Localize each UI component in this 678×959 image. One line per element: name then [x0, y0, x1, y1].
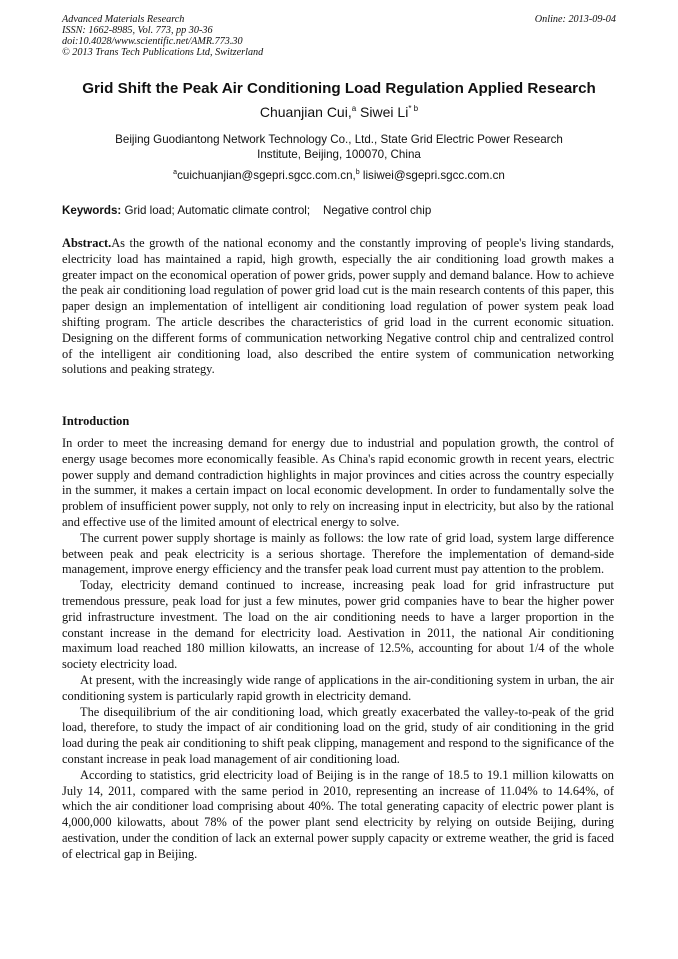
body-paragraph: In order to meet the increasing demand for energy due to industrial and population growth, the control of energy usage becomes more economically feasible. As China's rapid economic growth in recent years, electric power supply and demand contradiction highlights in major provinces and cities across the country especially in the summer, it makes a certain impact on local economic development. In order to fundamentally solve the problem of insufficient power supply, not only to rely on increasing input in electricity, but also by the rational and effective use of the limited amount of electrical energy to solve.: [62, 436, 614, 529]
email-address[interactable]: lisiwei@sgepri.sgcc.com.cn: [359, 169, 505, 182]
keywords-label: Keywords:: [62, 204, 122, 217]
affiliation-line: Institute, Beijing, 100070, China: [257, 148, 421, 161]
author-emails: [30, 168, 648, 183]
journal-name: Advanced Materials Research: [62, 14, 185, 25]
author-list: [30, 103, 648, 121]
author-name: Siwei Li: [356, 104, 409, 120]
email-marker: a: [173, 169, 178, 176]
body-paragraph: The current power supply shortage is mainly as follows: the low rate of grid load, system large difference between peak and peak electricity is a serious shortage. Therefore the implementation of demand-side management, improve energy efficiency and the transfer peak load current must pay attention to the problem.: [62, 530, 614, 577]
keywords: [62, 203, 622, 218]
keyword: Grid load;: [124, 204, 175, 217]
issn-line: ISSN: 1662-8985, Vol. 773, pp 30-36: [62, 25, 213, 36]
paper-title: Grid Shift the Peak Air Conditioning Load Regulation Applied Research: [82, 80, 596, 97]
email-marker: b: [355, 169, 360, 176]
abstract-paragraph: [62, 236, 614, 378]
online-date: Online: 2013-09-04: [534, 14, 616, 25]
journal-header: [62, 14, 616, 58]
body-paragraph: According to statistics, grid electricity load of Beijing is in the range of 18.5 to 19.1 million kilowatts on July 14, 2011, compared with the same period in 2010, representing an increase of 11.04% to 14.64%, of which the air conditioner load comprising about 40%. The total generating capacity of electric power plant is 4,000,000 kilowatts, about 78% of the power plant send electricity by relying on outside Beijing, during aestivation, under the condition of lack an external power supply capacity or extreme weather, the grid is faced of electrical gap in Beijing.: [62, 767, 614, 861]
body-paragraph: At present, with the increasingly wide range of applications in the air-conditioning system in urban, the air conditioning system is particularly rapid growth in electricity demand.: [62, 672, 614, 703]
author-affil-marker: a: [351, 104, 357, 113]
abstract-text: As the growth of the national economy and the constantly improving of people's living standards, electricity load has maintained a rapid, high growth, especially the air conditioning load growth makes a greater impact on the economical operation of power grids, power supply and demand balance. How to achieve the peak air conditioning load regulation of power grid load cut is the main research contents of this paper, this paper design an implementation of intelligent air conditioning load regulation of power system peak load shifting program. The article describes the characteristics of grid load in the current economic situation. Designing on the different forms of communication networking Negative control chip and centralized control of the intelligent air conditioning load, also described the entire system of communication networking solutions and peaking strategy.: [62, 236, 614, 377]
affiliation: [60, 132, 618, 162]
body-paragraph: Today, electricity demand continued to increase, increasing peak load for grid infrastructure put tremendous pressure, peak load for just a few minutes, power grid companies have to bear the higher power grid infrastructure investment. The load on the air conditioning needs to have a larger proportion in the constant increase in the demand for electricity load. Aestivation in 2011, the national Air conditioning maximum load reached 180 million kilowatts, an increase of 12.5%, accounting for about 1/4 of the whole society electricity load.: [62, 578, 614, 672]
affiliation-line: Beijing Guodiantong Network Technology Co., Ltd., State Grid Electric Power Research: [115, 133, 563, 146]
author-name: Chuanjian Cui,: [259, 104, 352, 120]
doi-line[interactable]: doi:10.4028/www.scientific.net/AMR.773.30: [62, 36, 243, 47]
section-heading-introduction: Introduction: [62, 414, 130, 428]
keyword: Negative control chip: [323, 204, 432, 217]
body-paragraph: The disequilibrium of the air conditioning load, which greatly exacerbated the valley-to-peak of the grid load, therefore, to study the impact of air conditioning load on the grid, study of air conditioning in the grid load during the peak air conditioning to shift peak clipping, management and respond to the significance of the constant increase in peak load management of air conditioning load.: [62, 704, 614, 766]
abstract: [62, 236, 614, 378]
copyright-line: © 2013 Trans Tech Publications Ltd, Switzerland: [62, 47, 264, 58]
email-address[interactable]: cuichuanjian@sgepri.sgcc.com.cn,: [177, 169, 356, 182]
author-affil-marker: * b: [408, 104, 419, 113]
keyword: Automatic climate control;: [177, 204, 311, 217]
journal-name-row: [62, 14, 616, 25]
introduction-body: [62, 436, 614, 863]
abstract-label: Abstract.: [62, 236, 112, 250]
